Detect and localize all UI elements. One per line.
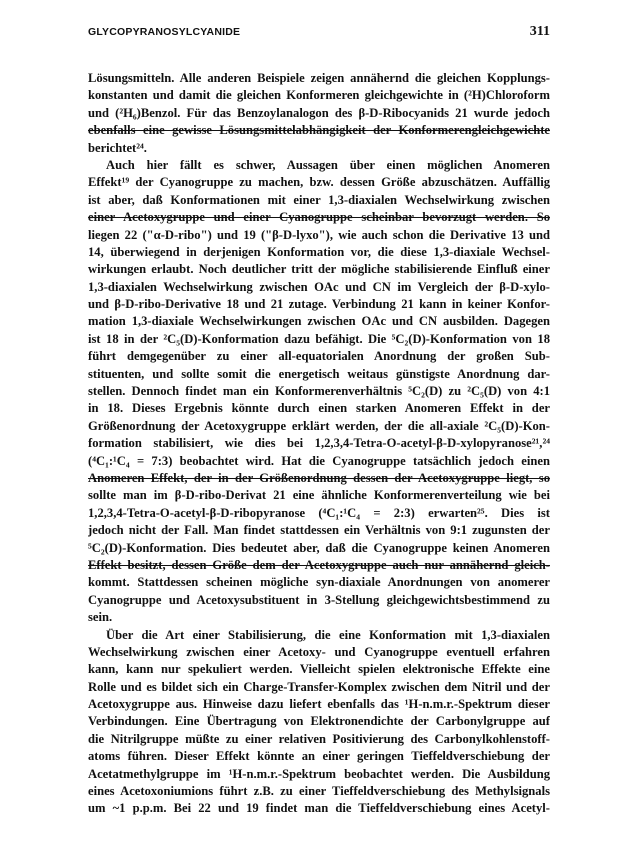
- text-line: Größenordnung der Acetoxygruppe erklärt werden, der die all-axiale ²C₅(D)-Kon-: [88, 418, 550, 433]
- text-line: kann, kann nur spekuliert werden. Vielleicht spielen elektronische Effekte eine: [88, 662, 550, 677]
- text-line: ist 18 in der ²C₅(D)-Konformation dazu befähigt. Die ⁵C₂(D)-Konformation von 18: [88, 331, 550, 346]
- text-line: einer Acetoxygruppe und einer Cyanogruppe scheinbar bevorzugt werden. So: [88, 210, 550, 225]
- text-line: Auch hier fällt es schwer, Aussagen über einen möglichen Anomeren: [106, 157, 550, 172]
- text-line: Wechselwirkung zwischen einer Acetoxy- und Cyanogruppe eventuell erfahren: [88, 644, 550, 659]
- text-line: wirkungen erlaubt. Noch deutlicher tritt der mögliche stabilisierende Einfluß einer: [88, 262, 550, 277]
- text-line: kommt. Stattdessen scheinen mögliche syn-diaxiale Anordnungen von anomerer: [88, 575, 550, 590]
- text-line: ist aber, daß Konformationen mit einer 1,3-diaxialen Wechselwirkung zwischen: [88, 192, 550, 207]
- text-line: ebenfalls eine gewisse Lösungsmittelabhängigkeit der Konformerengleichgewichte: [88, 123, 550, 138]
- text-line: ⁵C₂(D)-Konformation. Dies bedeutet aber, daß die Cyanogruppe keinen Anomeren: [88, 540, 550, 555]
- text-line: die Nitrilgruppe müßte zu einer relativen Positivierung des Carbonylkohlenstoff-: [88, 731, 550, 746]
- text-line: Acetatmethylgruppe im ¹H-n.m.r.-Spektrum beobachtet werden. Die Ausbildung: [88, 766, 550, 781]
- text-line: Effekt¹⁹ der Cyanogruppe zu machen, bzw. dessen Größe abzuschätzen. Auffällig: [88, 175, 550, 190]
- text-line: mation 1,3-diaxiale Wechselwirkungen zwischen OAc und CN ausbilden. Dagegen: [88, 314, 550, 329]
- text-line: formation stabilisiert, wie dies bei 1,2,3,4-Tetra-O-acetyl-β-D-xylopyranose²¹,²⁴: [88, 436, 550, 451]
- running-title: GLYCOPYRANOSYLCYANIDE: [88, 26, 241, 38]
- text-line: stituenten, und sollte somit die energetisch weitaus günstigste Anordnung dar-: [88, 366, 550, 381]
- text-line: eines Acetoxoniumions führt z.B. zu einer Tieffeldverschiebung des Methylsignals: [88, 784, 550, 799]
- text-line: 14, überwiegend in derjenigen Konformation vor, die diese 1,3-diaxiale Wechsel-: [88, 244, 550, 259]
- text-line: sein.: [88, 610, 113, 625]
- text-line: jedoch nicht der Fall. Man findet stattdessen ein Verhältnis von 9:1 zugunsten der: [88, 523, 550, 538]
- text-line: 1,2,3,4-Tetra-O-acetyl-β-D-ribopyranose (⁴C₁:¹C₄ = 2:3) erwarten²⁵. Dies ist: [88, 505, 550, 520]
- text-line: Effekt besitzt, dessen Größe dem der Acetoxygruppe auch nur annähernd gleich-: [88, 557, 550, 572]
- text-line: liegen 22 ("α-D-ribo") und 19 ("β-D-lyxo"), wie auch schon die Derivative 13 und: [88, 227, 550, 242]
- text-line: berichtet²⁴.: [88, 140, 147, 155]
- page-number: 311: [529, 24, 550, 39]
- text-line: Über die Art einer Stabilisierung, die eine Konformation mit 1,3-diaxialen: [106, 627, 550, 642]
- text-line: sollte man im β-D-ribo-Derivat 21 eine ähnliche Konformerenverteilung wie bei: [88, 488, 550, 503]
- text-line: 1,3-diaxialen Wechselwirkung zwischen OAc und CN im Vergleich der β-D-xylo-: [88, 279, 550, 294]
- text-line: Cyanogruppe und Acetoxysubstituent in 3-Stellung gleichgewichtsbestimmend zu: [88, 592, 550, 607]
- text-line: um ~1 p.p.m. Bei 22 und 19 findet man die Tieffeldverschiebung eines Acetyl-: [88, 801, 550, 816]
- text-line: Acetoxygruppe aus. Hinweise dazu liefert ebenfalls das ¹H-n.m.r.-Spektrum dieser: [88, 697, 550, 712]
- text-line: Lösungsmitteln. Alle anderen Beispiele zeigen annähernd die gleichen Kopplungs-: [88, 71, 550, 85]
- body-text: [88, 70, 550, 818]
- text-line: und β-D-ribo-Derivative 18 und 21 zutage. Verbindung 21 kann in keiner Konfor-: [88, 297, 550, 312]
- text-line: Anomeren Effekt, der in der Größenordnung dessen der Acetoxygruppe liegt, so: [88, 470, 550, 485]
- text-line: atoms führen. Dieser Effekt könnte an einer geringen Tieffeldverschiebung der: [88, 749, 550, 764]
- text-line: stellen. Dennoch findet man ein Konformerenverhältnis ⁵C₂(D) zu ²C₅(D) von 4:1: [88, 384, 550, 399]
- text-line: Rolle und es bildet sich ein Charge-Transfer-Komplex zwischen dem Nitril und der: [88, 679, 550, 694]
- text-line: konstanten und damit die gleichen Konformeren gleichgewichte in (²H)Chloroform: [88, 88, 550, 103]
- text-line: Verbindungen. Eine Übertragung von Elektronendichte der Carbonylgruppe auf: [88, 714, 550, 729]
- page-header: [88, 26, 550, 46]
- text-line: in 18. Dieses Ergebnis könnte durch einen starken Anomeren Effekt in der: [88, 401, 550, 416]
- text-line: und (²H₆)Benzol. Für das Benzoylanalogon des β-D-Ribocyanids 21 wurde jedoch: [88, 105, 550, 120]
- text-line: führt demgegenüber zu einer all-equatorialen Anordnung der großen Sub-: [88, 349, 550, 364]
- text-line: (⁴C₁:¹C₄ = 7:3) beobachtet wird. Hat die Cyanogruppe tatsächlich jedoch einen: [88, 453, 550, 468]
